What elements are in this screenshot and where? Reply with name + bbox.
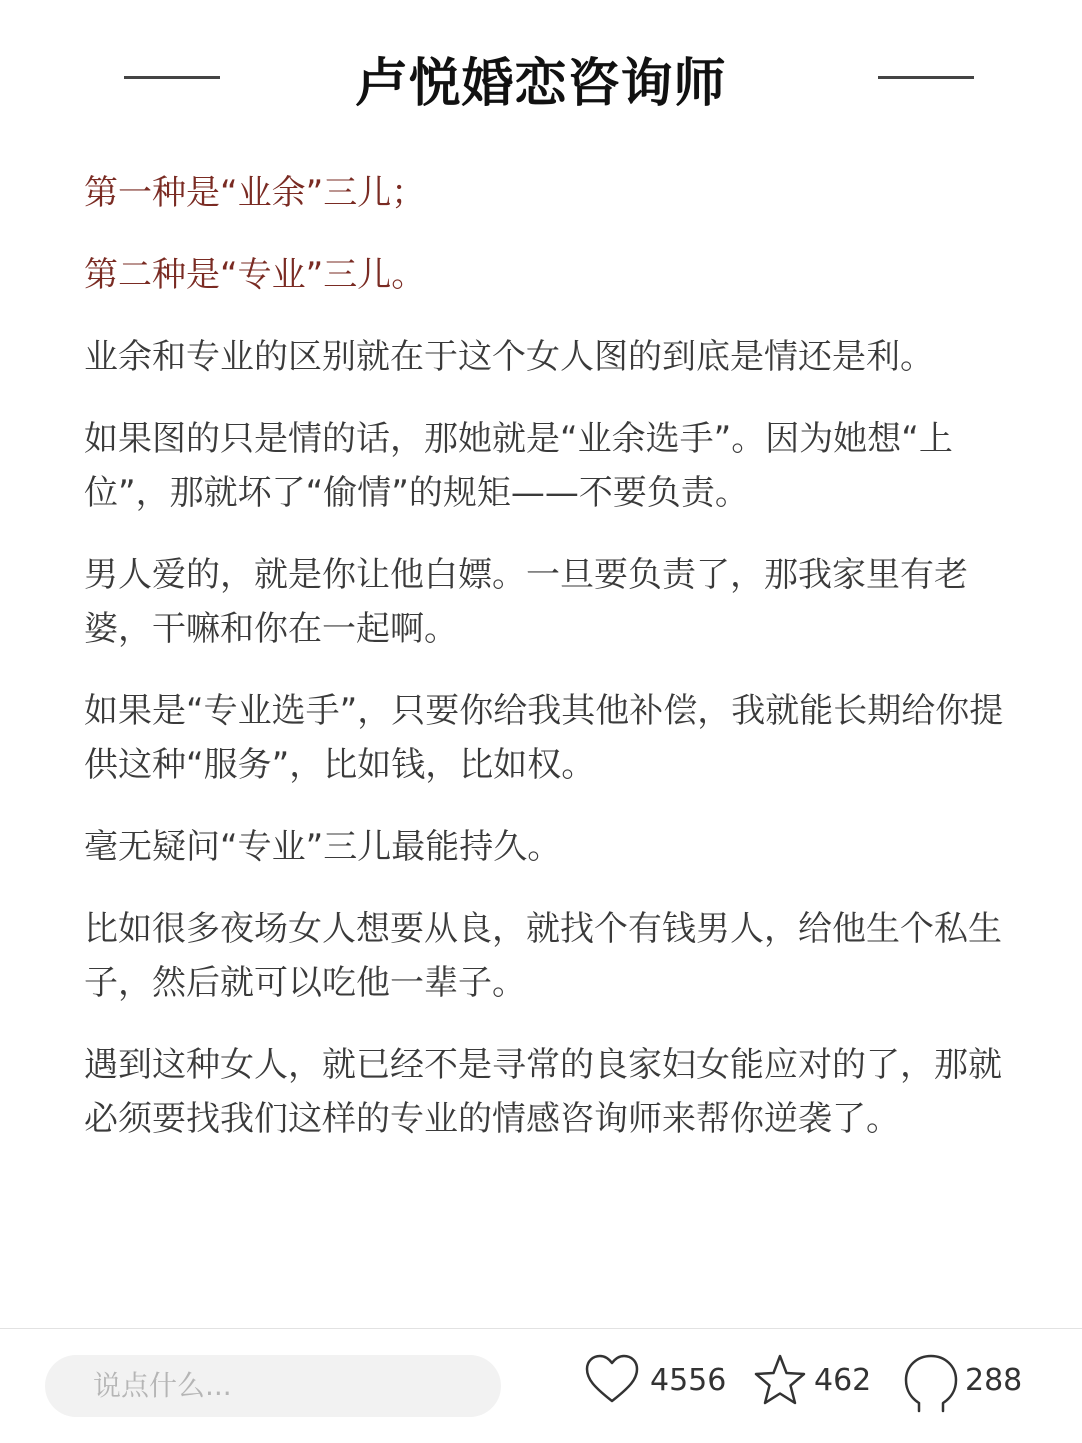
comment-count: 288 [965,1363,1023,1398]
article-paragraph: 业余和专业的区别就在于这个女人图的到底是情还是利。 [84,337,934,377]
heart-icon [584,1353,640,1405]
article-paragraph: 男人爱的，就是你让他白嫖。一旦要负责了，那我家里有老婆，干嘛和你在一起啊。 [84,555,968,649]
article-paragraph: 毫无疑问“专业”三儿最能持久。 [84,827,562,867]
bottom-action-bar [0,1329,1082,1443]
article-paragraph: 比如很多夜场女人想要从良，就找个有钱男人，给他生个私生子，然后就可以吃他一辈子。 [84,909,1002,1003]
page-title: 卢悦婚恋咨询师 [355,54,727,114]
comment-input[interactable] [45,1355,501,1417]
article-paragraph-highlight: 第二种是“专业”三儿。 [84,255,426,295]
favorite-count: 462 [814,1363,872,1398]
star-icon [752,1353,808,1409]
article-body [84,166,1034,1174]
title-divider-right [878,76,974,79]
comment-placeholder: 说点什么... [93,1369,232,1402]
header [0,48,1082,120]
article-paragraph: 遇到这种女人，就已经不是寻常的良家妇女能应对的了，那就必须要找我们这样的专业的情感咨询师来帮你逆袭了。 [84,1045,1002,1139]
like-count: 4556 [650,1363,727,1398]
article-paragraph: 如果图的只是情的话，那她就是“业余选手”。因为她想“上位”，那就坏了“偷情”的规矩——不要负责。 [84,419,953,513]
speech-bubble-icon [903,1353,959,1413]
article-paragraph-highlight: 第一种是“业余”三儿； [84,173,426,213]
article-paragraph: 如果是“专业选手”，只要你给我其他补偿，我就能长期给你提供这种“服务”，比如钱，比如权。 [84,691,1004,785]
